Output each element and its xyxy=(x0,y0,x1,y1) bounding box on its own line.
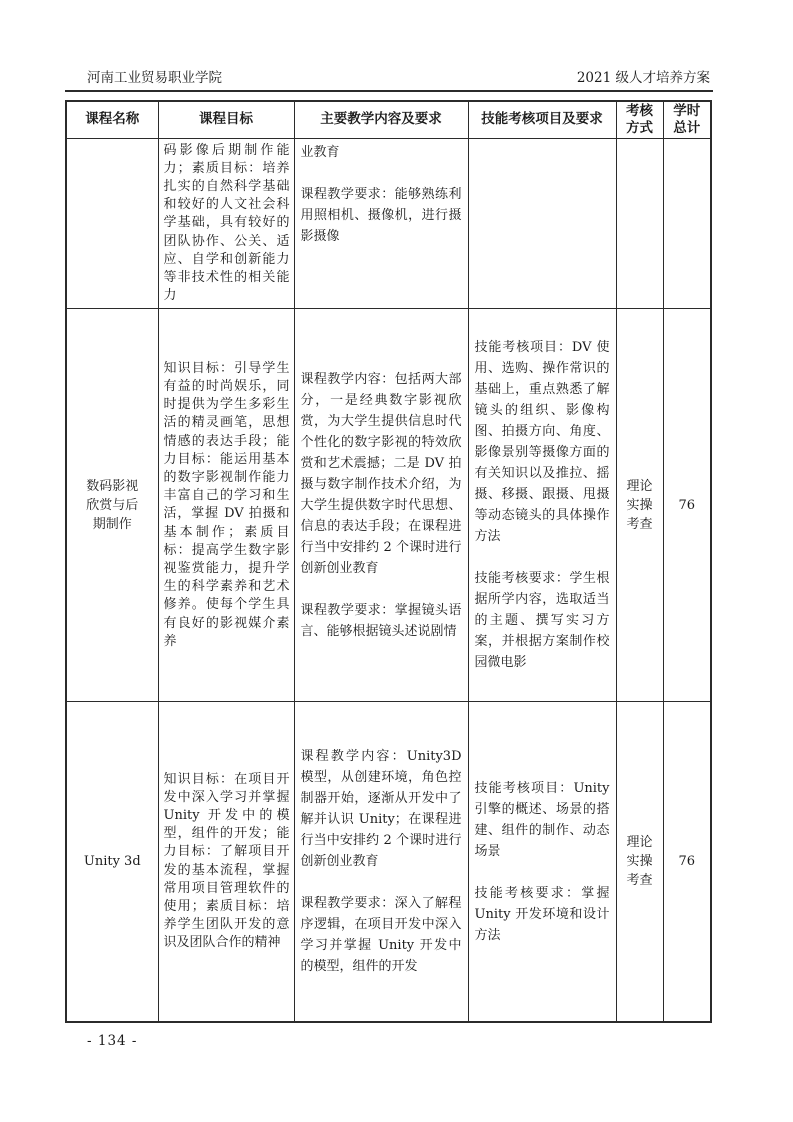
col-header-assessment-method: 考核 方式 xyxy=(616,101,663,138)
page-number: - 134 - xyxy=(87,1033,138,1049)
header-plan-title: 2021 级人才培养方案 xyxy=(576,70,710,86)
col-header-teaching-content: 主要教学内容及要求 xyxy=(294,101,468,138)
table-row xyxy=(66,309,711,702)
cell-skill-assessment xyxy=(468,138,616,309)
col-header-course-name: 课程名称 xyxy=(66,101,158,138)
header-divider xyxy=(65,90,713,92)
cell-course-name: 数码影视欣赏与后期制作 xyxy=(66,309,158,702)
col-header-skill-assessment: 技能考核项目及要求 xyxy=(468,101,616,138)
table-row xyxy=(66,702,711,1022)
cell-skill-assessment: 技能考核项目：DV 使用、选购、操作常识的基础上，重点熟悉了解镜头的组织、影像构图、拍摄方向、角度、影像景别等摄像方面的有关知识以及推拉、摇摄、移摄、跟摄、甩摄等动态镜头的具体操作方法 技能考核要求：学生根据所学内容，选取适当的主题、撰写实习方案，并根据方案制作校园微电影 xyxy=(468,309,616,702)
cell-total-hours xyxy=(663,138,711,309)
col-header-course-objectives: 课程目标 xyxy=(158,101,294,138)
cell-teaching-content: 课程教学内容：Unity3D 模型，从创建环境，角色控制器开始，逐渐从开发中了解并认识 Unity；在课程进行当中安排约 2 个课时进行创新创业教育 课程教学要求：深入了解程序逻辑，在项目开发中深入学习并掌握 Unity 开发中的模型，组件的开发 xyxy=(294,702,468,1022)
cell-course-objectives: 码影像后期制作能力；素质目标：培养扎实的自然科学基础和较好的人文社会科学基础，具有较好的团队协作、公关、适应、自学和创新能力等非技术性的相关能力 xyxy=(158,138,294,309)
cell-total-hours: 76 xyxy=(663,309,711,702)
table-header-row xyxy=(66,101,711,138)
cell-assessment-method: 理论 实操 考查 xyxy=(616,702,663,1022)
col-header-total-hours: 学时 总计 xyxy=(663,101,711,138)
cell-course-name xyxy=(66,138,158,309)
cell-skill-assessment: 技能考核项目：Unity 引擎的概述、场景的搭建、组件的制作、动态场景 技能考核要求：掌握 Unity 开发环境和设计方法 xyxy=(468,702,616,1022)
cell-teaching-content: 业教育 课程教学要求：能够熟练利用照相机、摄像机，进行摄影摄像 xyxy=(294,138,468,309)
cell-assessment-method: 理论 实操 考查 xyxy=(616,309,663,702)
course-table xyxy=(65,100,712,1023)
page-header xyxy=(65,70,710,86)
table-row xyxy=(66,138,711,309)
cell-course-objectives: 知识目标：引导学生有益的时尚娱乐，同时提供为学生多彩生活的精灵画笔，思想情感的表达手段；能力目标：能运用基本的数字影视制作能力丰富自己的学习和生活，掌握 DV 拍摄和基本制作；素质目标：提高学生数字影视鉴赏能力，提升学生的科学素养和艺术修养。使每个学生具有良好的影视媒介素养 xyxy=(158,309,294,702)
cell-course-objectives: 知识目标：在项目开发中深入学习并掌握 Unity 开发中的模型，组件的开发；能力目标：了解项目开发的基本流程，掌握常用项目管理软件的使用；素质目标：培养学生团队开发的意识及团队合作的精神 xyxy=(158,702,294,1022)
cell-teaching-content: 课程教学内容：包括两大部分，一是经典数字影视欣赏，为大学生提供信息时代个性化的数字影视的特效欣赏和艺术震撼；二是 DV 拍摄与数字制作技术介绍，为大学生提供数字时代思想、信息的表达手段；在课程进行当中安排约 2 个课时进行创新创业教育 课程教学要求：掌握镜头语言、能够根据镜头述说剧情 xyxy=(294,309,468,702)
cell-course-name: Unity 3d xyxy=(66,702,158,1022)
cell-assessment-method xyxy=(616,138,663,309)
header-school-name: 河南工业贸易职业学院 xyxy=(87,70,222,86)
cell-total-hours: 76 xyxy=(663,702,711,1022)
